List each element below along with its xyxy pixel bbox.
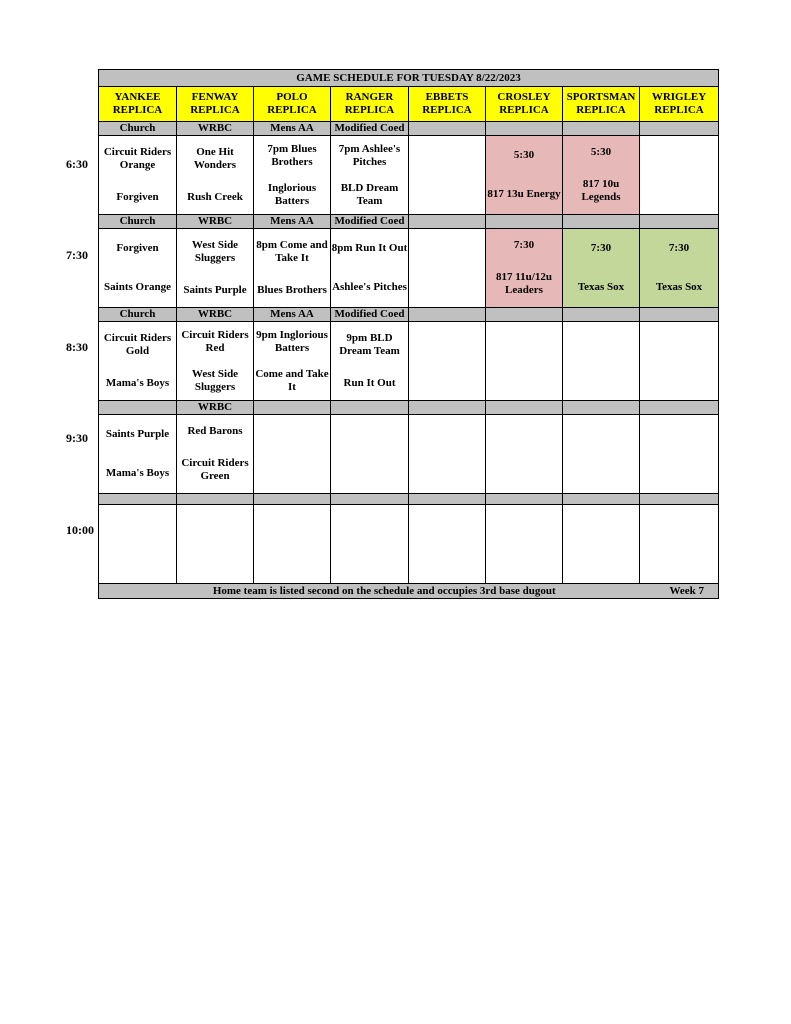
league-label [640, 308, 719, 322]
game-matchup [640, 415, 718, 493]
footer-note: Home team is listed second on the schedule and occupies 3rd base dugout [212, 584, 556, 597]
league-label [409, 494, 486, 505]
field-sub: REPLICA [422, 104, 472, 116]
league-label: WRBC [177, 401, 254, 415]
home-team: Circuit Riders Green [181, 457, 249, 483]
game-cell [99, 229, 177, 308]
home-team: Mama's Boys [105, 467, 170, 479]
game-matchup [99, 322, 176, 400]
game-cell [409, 136, 486, 215]
game-matchup [640, 322, 718, 400]
game-matchup [331, 415, 408, 493]
field-header [409, 87, 486, 122]
game-matchup [331, 136, 408, 214]
away-team: Red Barons [187, 424, 243, 437]
game-cell [563, 322, 640, 401]
away-team: 8pm Come and Take It [256, 238, 328, 264]
league-label [563, 308, 640, 322]
game-cell [254, 136, 331, 215]
league-label [409, 308, 486, 322]
game-cell [177, 229, 254, 308]
home-team: Blues Brothers [257, 284, 327, 297]
league-label [254, 494, 331, 505]
league-label [563, 401, 640, 415]
away-team: 7pm Blues Brothers [267, 142, 317, 168]
home-team: Mama's Boys [105, 377, 170, 390]
away-team: 7:30 [513, 238, 535, 251]
field-header [254, 87, 331, 122]
game-cell [331, 229, 409, 308]
game-cell [563, 229, 640, 308]
game-cell [409, 415, 486, 494]
league-label [254, 401, 331, 415]
field-header [177, 87, 254, 122]
game-cell [409, 505, 486, 584]
game-matchup [254, 136, 330, 214]
game-cell [177, 322, 254, 401]
game-cell [486, 229, 563, 308]
field-sub: REPLICA [654, 104, 704, 116]
game-matchup [486, 505, 562, 583]
field-header [486, 87, 563, 122]
field-header [331, 87, 409, 122]
league-label [486, 215, 563, 229]
field-name: YANKEE [114, 91, 161, 103]
away-team: Saints Purple [105, 428, 170, 440]
game-cell [640, 229, 719, 308]
field-name: FENWAY [191, 91, 239, 103]
game-matchup [486, 229, 562, 307]
away-team: One Hit Wonders [193, 145, 237, 171]
game-matchup [177, 136, 253, 214]
league-label [640, 401, 719, 415]
game-matchup [177, 505, 253, 583]
game-cell [99, 505, 177, 584]
game-cell [486, 505, 563, 584]
home-team: Rush Creek [187, 191, 243, 204]
game-matchup [409, 415, 485, 493]
game-matchup [486, 136, 562, 214]
game-matchup [254, 505, 330, 583]
game-matchup [409, 229, 485, 307]
away-team: 5:30 [590, 145, 612, 158]
field-name: CROSLEY [497, 91, 551, 103]
league-label [409, 401, 486, 415]
game-matchup [331, 322, 408, 400]
league-label [563, 494, 640, 505]
game-matchup [640, 229, 718, 307]
home-team: Ashlee's Pitches [332, 281, 407, 293]
schedule-table [98, 69, 719, 599]
league-label [409, 215, 486, 229]
field-sub: REPLICA [344, 104, 395, 116]
game-matchup [177, 229, 253, 307]
away-team: Circuit Riders Gold [103, 331, 172, 357]
home-team: Come and Take It [255, 367, 329, 393]
league-label: Modified Coed [331, 215, 409, 229]
game-matchup [409, 505, 485, 583]
game-matchup [177, 322, 253, 400]
league-label: Mens AA [254, 122, 331, 136]
away-team: Forgiven [116, 242, 159, 254]
home-team: Saints Purple [183, 284, 247, 297]
league-label [177, 494, 254, 505]
game-cell [486, 322, 563, 401]
game-cell [99, 136, 177, 215]
game-cell [99, 322, 177, 401]
game-matchup [486, 415, 562, 493]
game-matchup [563, 415, 639, 493]
game-cell [177, 136, 254, 215]
time-label: 9:30 [66, 431, 88, 445]
game-cell [640, 505, 719, 584]
game-cell [254, 505, 331, 584]
time-label: 10:00 [66, 523, 94, 537]
game-cell [331, 415, 409, 494]
away-team: 7:30 [590, 242, 612, 254]
home-team: Texas Sox [655, 281, 703, 293]
league-label [331, 401, 409, 415]
week-label: Week 7 [669, 584, 705, 597]
field-sub: REPLICA [499, 104, 549, 116]
game-cell [486, 136, 563, 215]
away-team: 9pm BLD Dream Team [339, 331, 400, 357]
game-cell [254, 322, 331, 401]
game-cell [409, 229, 486, 308]
league-label [331, 494, 409, 505]
home-team: Texas Sox [577, 281, 625, 293]
game-matchup [563, 322, 639, 400]
game-cell [177, 415, 254, 494]
home-team: 817 10u Legends [581, 178, 621, 204]
game-cell [640, 322, 719, 401]
game-cell [254, 415, 331, 494]
field-name: POLO [276, 91, 308, 103]
league-label [486, 494, 563, 505]
home-team: West Side Sluggers [191, 367, 239, 393]
away-team: 7pm Ashlee's Pitches [338, 142, 401, 168]
game-matchup [254, 415, 330, 493]
field-header [640, 87, 719, 122]
game-cell [563, 136, 640, 215]
league-label [640, 122, 719, 136]
game-matchup [254, 229, 330, 307]
field-name: SPORTSMAN [566, 91, 636, 103]
game-matchup [486, 322, 562, 400]
game-matchup [99, 505, 176, 583]
field-sub: REPLICA [190, 104, 240, 116]
league-label: Church [99, 308, 177, 322]
league-label [640, 215, 719, 229]
game-cell [254, 229, 331, 308]
away-team: 7:30 [668, 242, 690, 254]
game-cell [563, 505, 640, 584]
field-name: RANGER [345, 91, 394, 103]
league-label [486, 122, 563, 136]
time-label: 8:30 [66, 340, 88, 354]
away-team: 8pm Run It Out [331, 242, 408, 254]
field-name: EBBETS [425, 91, 469, 103]
game-matchup [99, 136, 176, 214]
league-label: WRBC [177, 122, 254, 136]
league-label [640, 494, 719, 505]
game-cell [331, 136, 409, 215]
field-header [99, 87, 177, 122]
field-sub: REPLICA [112, 104, 163, 116]
time-label: 7:30 [66, 248, 88, 262]
game-matchup [563, 505, 639, 583]
league-label [99, 494, 177, 505]
game-cell [99, 415, 177, 494]
game-matchup [99, 415, 176, 493]
game-matchup [409, 136, 485, 214]
home-team: BLD Dream Team [340, 181, 399, 207]
field-sub: REPLICA [267, 104, 317, 116]
home-team: Forgiven [116, 191, 159, 204]
game-cell [640, 415, 719, 494]
field-header [563, 87, 640, 122]
game-cell [486, 415, 563, 494]
game-matchup [254, 322, 330, 400]
footer-bar [99, 584, 719, 599]
time-label: 6:30 [66, 157, 88, 171]
game-cell [331, 322, 409, 401]
away-team: West Side Sluggers [191, 238, 239, 264]
home-team: 817 11u/12u Leaders [496, 271, 552, 297]
league-label [563, 122, 640, 136]
game-matchup [563, 229, 639, 307]
game-matchup [640, 505, 718, 583]
game-cell [177, 505, 254, 584]
game-cell [331, 505, 409, 584]
game-matchup [409, 322, 485, 400]
league-label [99, 401, 177, 415]
away-team: 9pm Inglorious Batters [256, 328, 328, 354]
league-label: Modified Coed [331, 122, 409, 136]
home-team: Inglorious Batters [267, 181, 317, 207]
league-label [563, 215, 640, 229]
field-sub: REPLICA [576, 104, 626, 116]
game-matchup [177, 415, 253, 493]
away-team: Circuit Riders Orange [103, 145, 172, 171]
field-name: WRIGLEY [651, 91, 707, 103]
game-matchup [331, 505, 408, 583]
home-team: 817 13u Energy [487, 188, 561, 200]
league-label: WRBC [177, 215, 254, 229]
league-label [486, 401, 563, 415]
schedule-title: GAME SCHEDULE FOR TUESDAY 8/22/2023 [99, 70, 719, 87]
league-label: Church [99, 122, 177, 136]
game-cell [563, 415, 640, 494]
game-matchup [331, 229, 408, 307]
league-label [486, 308, 563, 322]
league-label: Church [99, 215, 177, 229]
league-label: Mens AA [254, 308, 331, 322]
game-matchup [563, 136, 639, 214]
league-label: WRBC [177, 308, 254, 322]
home-team: Run It Out [343, 377, 396, 390]
game-matchup [640, 136, 718, 214]
home-team: Saints Orange [104, 281, 171, 293]
away-team: Circuit Riders Red [181, 328, 249, 354]
away-team: 5:30 [513, 149, 535, 161]
game-cell [409, 322, 486, 401]
league-label: Modified Coed [331, 308, 409, 322]
game-matchup [99, 229, 176, 307]
league-label: Mens AA [254, 215, 331, 229]
game-cell [640, 136, 719, 215]
league-label [409, 122, 486, 136]
